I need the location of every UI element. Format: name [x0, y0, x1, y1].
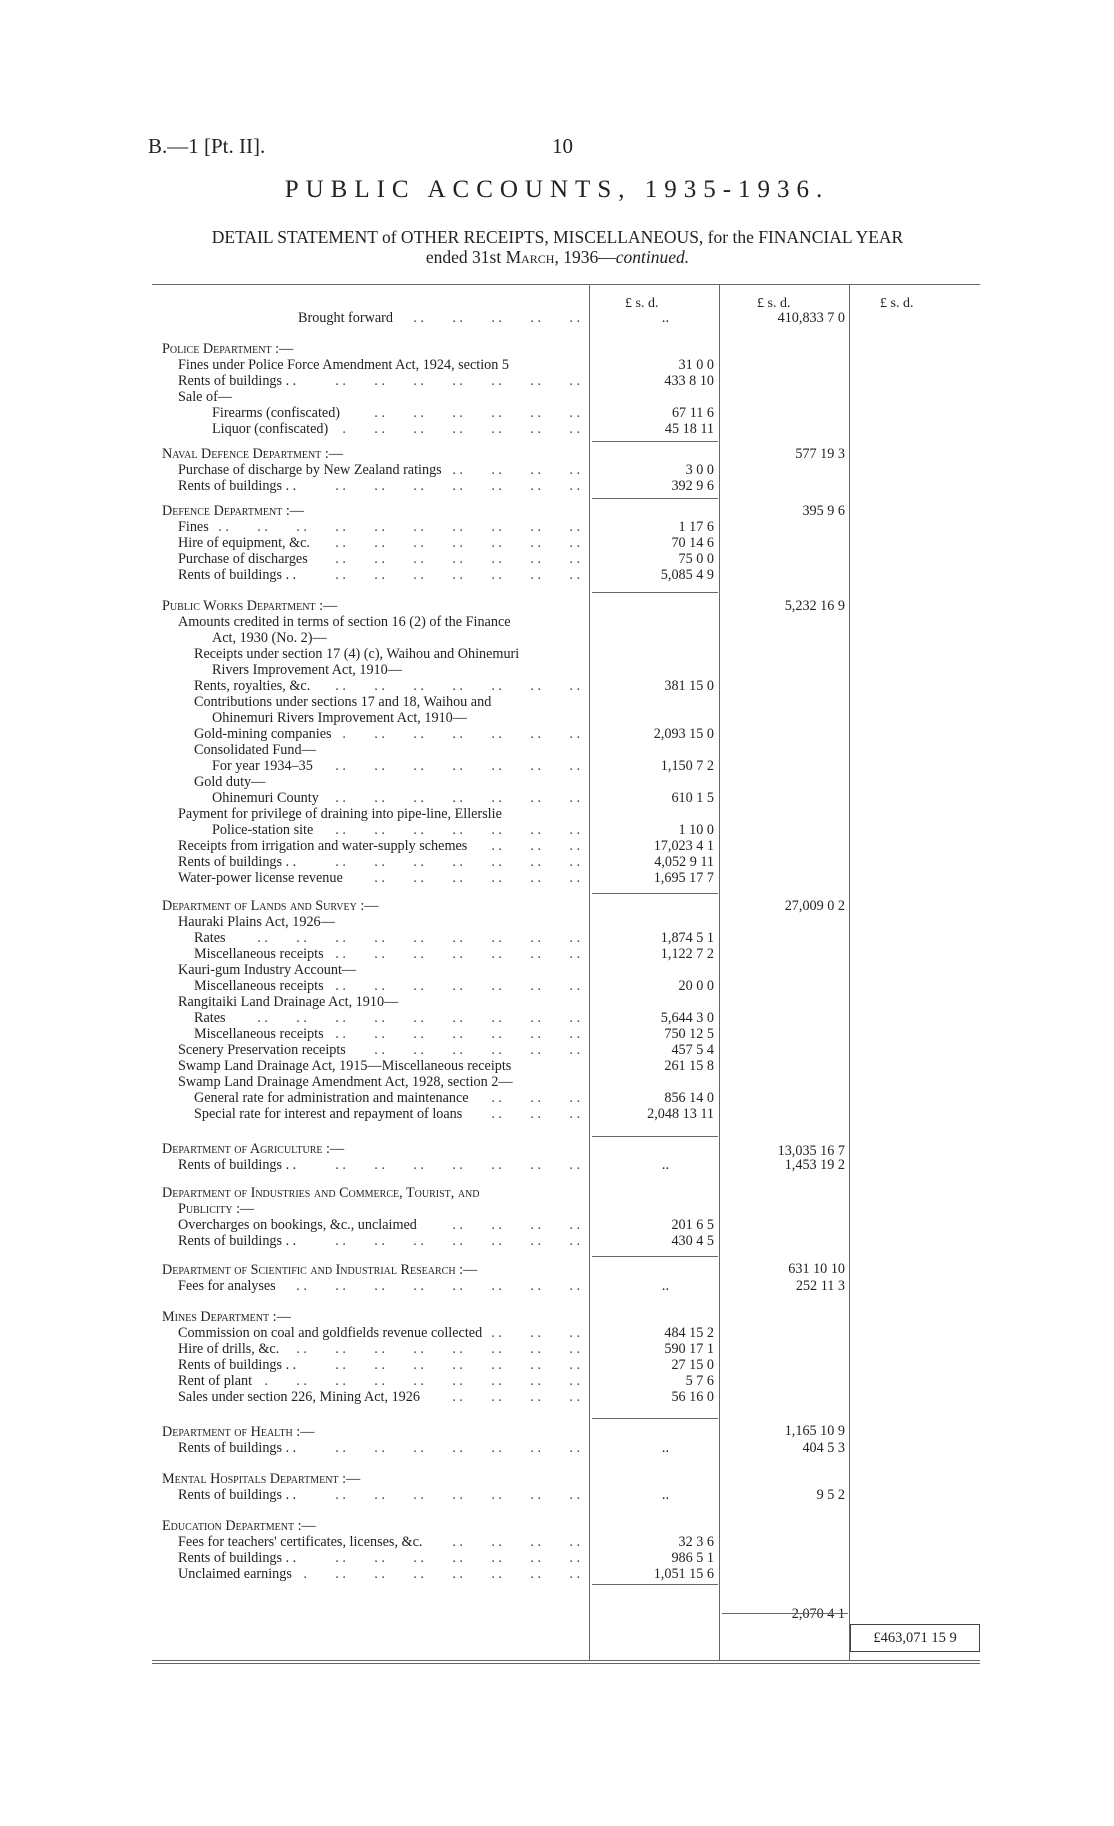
table-row [0, 478, 1114, 495]
row-label: Purchase of discharges [178, 551, 308, 567]
subtotal-rule [592, 1136, 718, 1137]
section-heading: Department of Agriculture :— [162, 1141, 345, 1157]
table-row [0, 710, 1114, 727]
grand-total: £463,071 15 9 [850, 1624, 980, 1652]
subtitle-line-1: DETAIL STATEMENT of OTHER RECEIPTS, MISCELLANEOUS, for the FINANCIAL YEAR [211, 227, 904, 247]
dot-leader [452, 462, 580, 478]
dot-leader [306, 854, 580, 870]
subtotal-rule [592, 441, 718, 442]
dot-leader [334, 946, 580, 962]
table-row [0, 551, 1114, 568]
row-label: Hauraki Plains Act, 1926— [178, 914, 335, 930]
dot-leader [318, 551, 580, 567]
row-label: Receipts from irrigation and water-supply schemes [178, 838, 468, 854]
table-row [0, 567, 1114, 584]
dot-leader [306, 1233, 580, 1249]
row-label: Rents of buildings . . [178, 373, 297, 389]
row-label: Gold duty— [194, 774, 266, 790]
page-title: PUBLIC ACCOUNTS, 1935-1936. [284, 176, 830, 203]
row-label: Rivers Improvement Act, 1910— [212, 662, 402, 678]
table-row [0, 1566, 1114, 1583]
row-label: Sales under section 226, Mining Act, 1926 [178, 1389, 420, 1405]
sub-item-amount: .. [661, 310, 669, 326]
subtitle [110, 227, 1005, 267]
row-label: Miscellaneous receipts [194, 978, 324, 994]
table-row [0, 1325, 1114, 1342]
section-heading-row [0, 598, 1114, 615]
row-label: Rents, royalties, &c. [194, 678, 311, 694]
sub-item-amount: .. [661, 1487, 669, 1503]
row-label: Rents of buildings . . [178, 1440, 297, 1456]
table-row [0, 1357, 1114, 1374]
table-row [0, 978, 1114, 995]
dot-leader [289, 1341, 580, 1357]
sub-item-amount: 5,644 3 0 [660, 1010, 714, 1026]
row-label: Ohinemuri Rivers Improvement Act, 1910— [212, 710, 467, 726]
department-total-amount: 1,165 10 9 [784, 1423, 845, 1439]
row-label: Sale of— [178, 389, 232, 405]
department-total-amount: 27,009 0 2 [784, 898, 845, 914]
department-total-amount: 577 19 3 [795, 446, 845, 462]
table-row [0, 1233, 1114, 1250]
table-row [0, 822, 1114, 839]
sub-item-amount: 4,052 9 11 [654, 854, 714, 870]
table-row [0, 838, 1114, 855]
table-row [0, 790, 1114, 807]
column-header-grand-total: £ s. d. [880, 296, 914, 311]
table-row [0, 1090, 1114, 1107]
table-row [0, 1010, 1114, 1027]
table-row [0, 405, 1114, 422]
department-total-amount: 2,070 4 1 [791, 1606, 845, 1622]
section-heading-row [0, 1471, 1114, 1488]
row-label: Fees for analyses [178, 1278, 276, 1294]
table-row [0, 373, 1114, 390]
dot-leader [492, 1325, 580, 1341]
column-header-department-totals: £ s. d. [757, 296, 791, 311]
table-row [0, 462, 1114, 479]
row-label: Rangitaiki Land Drainage Act, 1910— [178, 994, 399, 1010]
section-heading-row [0, 1201, 1114, 1218]
section-heading-row [0, 1262, 1114, 1279]
table-row [0, 630, 1114, 647]
department-total-amount: 13,035 16 7 [777, 1143, 845, 1159]
table-row [0, 1487, 1114, 1504]
sub-item-amount: 20 0 0 [678, 978, 714, 994]
sub-item-amount: 1,051 15 6 [653, 1566, 714, 1582]
sub-item-amount: 430 4 5 [671, 1233, 714, 1249]
sub-item-amount: 381 15 0 [664, 678, 714, 694]
table-row [0, 1590, 1114, 1622]
table-row [0, 662, 1114, 679]
subtotal-rule [722, 1613, 848, 1614]
dot-leader [430, 1389, 580, 1405]
row-label: Rates [194, 930, 226, 946]
dot-leader [356, 1042, 580, 1058]
table-row [0, 678, 1114, 695]
row-label: Rents of buildings . . [178, 1157, 297, 1173]
row-label: Rents of buildings . . [178, 854, 297, 870]
table-row [0, 357, 1114, 374]
section-heading-row [0, 446, 1114, 463]
dot-leader [334, 978, 580, 994]
sub-item-amount: 67 11 6 [671, 405, 714, 421]
dot-leader [320, 535, 580, 551]
table-row [0, 646, 1114, 663]
row-label: Kauri-gum Industry Account— [178, 962, 357, 978]
dot-leader [286, 1278, 580, 1294]
subtotal-rule [592, 1584, 718, 1585]
row-label: General rate for administration and maintenance [194, 1090, 469, 1106]
row-label: Special rate for interest and repayment of loans [194, 1106, 463, 1122]
row-label: Liquor (confiscated) [212, 421, 329, 437]
dot-leader [334, 1026, 580, 1042]
dot-leader [329, 790, 580, 806]
subtitle-continued: continued. [615, 247, 690, 267]
table-row [0, 1042, 1114, 1059]
sub-item-amount: 392 9 6 [671, 478, 714, 494]
section-heading-row [0, 1141, 1114, 1158]
row-label: Police-station site [212, 822, 314, 838]
subtotal-rule [592, 498, 718, 499]
row-label: Commission on coal and goldfields revenue collected [178, 1325, 483, 1341]
row-label: Ohinemuri County [212, 790, 319, 806]
sub-item-amount: 1,122 7 2 [660, 946, 714, 962]
department-total-amount: 1,453 19 2 [784, 1157, 845, 1173]
dot-leader [306, 373, 580, 389]
section-heading: Department of Scientific and Industrial Research :— [162, 1262, 478, 1278]
dot-leader [262, 1373, 580, 1389]
table-row [0, 1058, 1114, 1075]
sub-item-amount: .. [661, 1157, 669, 1173]
dot-leader [323, 822, 580, 838]
subtitle-month: March [505, 247, 555, 267]
row-label: Rents of buildings . . [178, 1487, 297, 1503]
sub-item-amount: 1 10 0 [678, 822, 714, 838]
sub-item-amount: 457 5 4 [671, 1042, 714, 1058]
dot-leader [236, 1010, 580, 1026]
sub-item-amount: 3 0 0 [685, 462, 714, 478]
table-row [0, 1074, 1114, 1091]
sub-item-amount: 1,874 5 1 [660, 930, 714, 946]
dot-leader [323, 758, 580, 774]
table-row [0, 962, 1114, 979]
dot-leader [353, 870, 580, 886]
row-label: Fines [178, 519, 209, 535]
table-row [0, 914, 1114, 931]
row-label: Contributions under sections 17 and 18, Waihou and [194, 694, 492, 710]
sub-item-amount: 484 15 2 [664, 1325, 714, 1341]
subtitle-year: , 1936— [554, 247, 616, 267]
subtitle-line-2 [110, 247, 1005, 267]
table-row [0, 310, 1114, 327]
sub-item-amount: 2,093 15 0 [653, 726, 714, 742]
department-total-amount: 5,232 16 9 [784, 598, 845, 614]
table-row [0, 421, 1114, 438]
table-row [0, 1026, 1114, 1043]
table-row [0, 758, 1114, 775]
section-heading-row [0, 1518, 1114, 1535]
row-label: Gold-mining companies [194, 726, 332, 742]
dot-leader [306, 567, 580, 583]
sub-item-amount: 261 15 8 [664, 1058, 714, 1074]
dot-leader [320, 678, 580, 694]
sub-item-amount: 75 0 0 [678, 551, 714, 567]
sub-item-amount: 433 8 10 [664, 373, 714, 389]
dot-leader [472, 1106, 580, 1122]
sub-item-amount: 5,085 4 9 [660, 567, 714, 583]
section-heading: Publicity :— [178, 1201, 255, 1217]
row-label: Rates [194, 1010, 226, 1026]
section-heading-row [0, 1309, 1114, 1326]
row-label: Miscellaneous receipts [194, 946, 324, 962]
dot-leader [306, 478, 580, 494]
row-label: Overcharges on bookings, &c., unclaimed [178, 1217, 417, 1233]
section-heading: Department of Health :— [162, 1424, 315, 1440]
dot-leader [477, 838, 580, 854]
dot-leader [302, 1566, 580, 1582]
row-label: Scenery Preservation receipts [178, 1042, 346, 1058]
row-label: Hire of equipment, &c. [178, 535, 310, 551]
row-label: Rent of plant [178, 1373, 253, 1389]
dot-leader [342, 726, 580, 742]
document-reference: B.—1 [Pt. II]. [148, 134, 266, 158]
dot-leader [432, 1534, 580, 1550]
row-label: Rents of buildings . . [178, 1233, 297, 1249]
table-row [0, 930, 1114, 947]
sub-item-amount: 5 7 6 [685, 1373, 714, 1389]
section-heading: Defence Department :— [162, 503, 304, 519]
sub-item-amount: 70 14 6 [671, 535, 714, 551]
subtotal-rule [592, 893, 718, 894]
section-heading: Mental Hospitals Department :— [162, 1471, 361, 1487]
table-row [0, 614, 1114, 631]
subtotal-rule [592, 592, 718, 593]
table-row [0, 694, 1114, 711]
row-label: Fees for teachers' certificates, licenses, &c. [178, 1534, 423, 1550]
sub-item-amount: 201 6 5 [671, 1217, 714, 1233]
row-label: Receipts under section 17 (4) (c), Waihou and Ohinemuri [194, 646, 520, 662]
row-label: Swamp Land Drainage Act, 1915—Miscellaneous receipts [178, 1058, 512, 1074]
table-row [0, 726, 1114, 743]
table-row [0, 389, 1114, 406]
dot-leader [306, 1440, 580, 1456]
row-label: Rents of buildings . . [178, 478, 297, 494]
dot-leader [350, 405, 580, 421]
table-row [0, 1341, 1114, 1358]
table-row [0, 994, 1114, 1011]
dot-leader [306, 1157, 580, 1173]
table-row [0, 774, 1114, 791]
table-row [0, 1440, 1114, 1457]
row-label: Rents of buildings . . [178, 567, 297, 583]
row-label: Act, 1930 (No. 2)— [212, 630, 327, 646]
section-heading: Public Works Department :— [162, 598, 338, 614]
row-label: Miscellaneous receipts [194, 1026, 324, 1042]
sub-item-amount: 590 17 1 [664, 1341, 714, 1357]
table-row [0, 519, 1114, 536]
section-heading: Education Department :— [162, 1518, 316, 1534]
sub-item-amount: 17,023 4 1 [653, 838, 714, 854]
dot-leader [306, 1550, 580, 1566]
table-row [0, 1550, 1114, 1567]
sub-item-amount: 610 1 5 [671, 790, 714, 806]
table-row [0, 854, 1114, 871]
sub-item-amount: 750 12 5 [664, 1026, 714, 1042]
table-row [0, 870, 1114, 887]
sub-item-amount: 32 3 6 [678, 1534, 714, 1550]
row-label: Water-power license revenue [178, 870, 343, 886]
section-heading-row [0, 503, 1114, 520]
page-number: 10 [552, 134, 573, 158]
row-label: Rents of buildings . . [178, 1357, 297, 1373]
table-row [0, 1389, 1114, 1406]
table-row [0, 742, 1114, 759]
row-label: Payment for privilege of draining into pipe-line, Ellerslie [178, 806, 502, 822]
row-label: Consolidated Fund— [194, 742, 316, 758]
subtotal-rule [592, 1418, 718, 1419]
row-label: Swamp Land Drainage Amendment Act, 1928, section 2— [178, 1074, 513, 1090]
sub-item-amount: 1 17 6 [678, 519, 714, 535]
dot-leader [306, 1487, 580, 1503]
row-label: Amounts credited in terms of section 16 (2) of the Finance [178, 614, 511, 630]
row-label: Unclaimed earnings [178, 1566, 292, 1582]
dot-leader [338, 421, 580, 437]
department-total-amount: 631 10 10 [788, 1261, 845, 1277]
sub-item-amount: 1,695 17 7 [653, 870, 714, 886]
table-row [0, 1106, 1114, 1123]
section-heading: Police Department :— [162, 341, 294, 357]
sub-item-amount: 986 5 1 [671, 1550, 714, 1566]
row-label: Rents of buildings . . [178, 1550, 297, 1566]
sub-item-amount: 27 15 0 [671, 1357, 714, 1373]
section-heading: Naval Defence Department :— [162, 446, 343, 462]
row-label: Firearms (confiscated) [212, 405, 341, 421]
table-row [0, 1217, 1114, 1234]
subtotal-rule [592, 1256, 718, 1257]
sub-item-amount: 45 18 11 [664, 421, 714, 437]
department-total-amount: 410,833 7 0 [777, 310, 845, 326]
dot-leader [219, 519, 580, 535]
sub-item-amount: 856 14 0 [664, 1090, 714, 1106]
table-row [0, 535, 1114, 552]
section-heading-row [0, 1424, 1114, 1441]
section-heading: Department of Lands and Survey :— [162, 898, 379, 914]
department-total-amount: 395 9 6 [802, 503, 845, 519]
table-row [0, 946, 1114, 963]
subtitle-ended: ended 31st [425, 247, 506, 267]
row-label: Brought forward [298, 310, 393, 326]
sub-item-amount: 2,048 13 11 [647, 1106, 714, 1122]
section-heading: Mines Department :— [162, 1309, 291, 1325]
row-label: Fines under Police Force Amendment Act, 1924, section 5 [178, 357, 509, 373]
row-label: Purchase of discharge by New Zealand ratings [178, 462, 442, 478]
department-total-amount: 404 5 3 [802, 1440, 845, 1456]
dot-leader [306, 1357, 580, 1373]
dot-leader [427, 1217, 580, 1233]
table-row [0, 1373, 1114, 1390]
dot-leader [479, 1090, 580, 1106]
dot-leader [236, 930, 580, 946]
sub-item-amount: .. [661, 1440, 669, 1456]
section-heading-row [0, 341, 1114, 358]
table-row [0, 806, 1114, 823]
row-label: Hire of drills, &c. [178, 1341, 280, 1357]
department-total-amount: 252 11 3 [795, 1278, 845, 1294]
sub-item-amount: .. [661, 1278, 669, 1294]
table-row [0, 1157, 1114, 1174]
sub-item-amount: 56 16 0 [671, 1389, 714, 1405]
sub-item-amount: 1,150 7 2 [660, 758, 714, 774]
section-heading: Department of Industries and Commerce, Tourist, and [162, 1185, 480, 1201]
section-heading-row [0, 1185, 1114, 1202]
sub-item-amount: 31 0 0 [678, 357, 714, 373]
section-heading-row [0, 898, 1114, 915]
column-header-sub-items: £ s. d. [625, 296, 659, 311]
department-total-amount: 9 5 2 [816, 1487, 845, 1503]
row-label: For year 1934–35 [212, 758, 313, 774]
table-row [0, 1278, 1114, 1295]
table-row [0, 1534, 1114, 1551]
